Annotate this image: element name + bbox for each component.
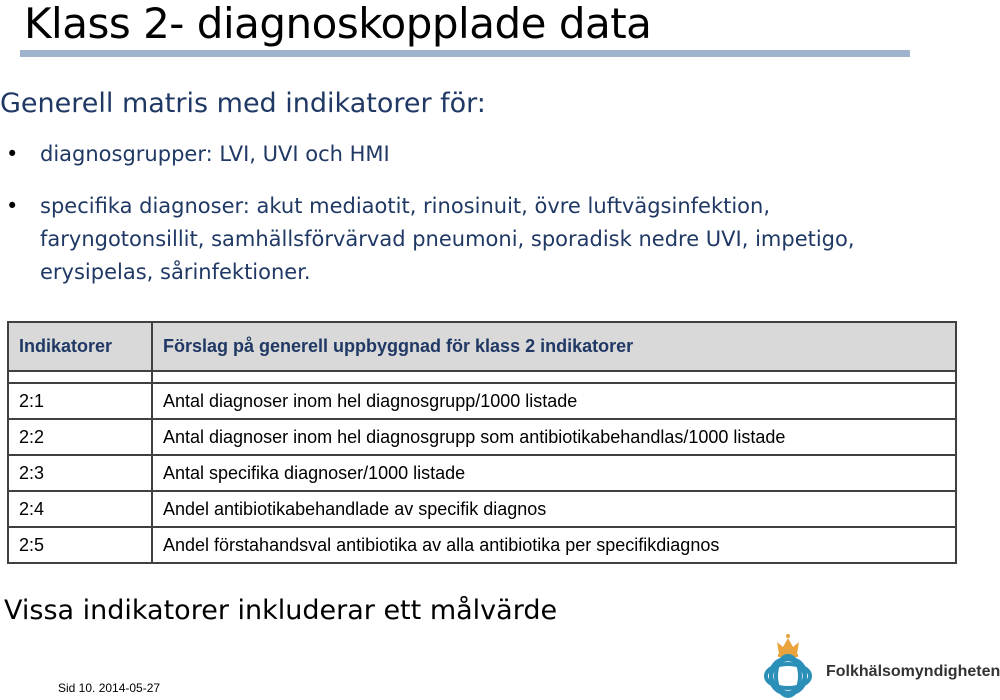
- bullet-item-diagnosgrupper: [6, 138, 936, 171]
- crown-icon: [777, 634, 799, 657]
- table-row: [8, 383, 956, 419]
- logo-text: Folkhälsomyndigheten: [826, 663, 1000, 680]
- indicator-code: 2:1: [8, 383, 152, 419]
- indicator-code: 2:3: [8, 455, 152, 491]
- rings-icon: [764, 652, 812, 700]
- bullet-text: specifika diagnoser: akut mediaotit, rinosinuit, övre luftvägsinfektion, faryngotonsillit, samhällsförvärvad pneumoni, sporadisk nedre UVI, impetigo, erysipelas, sårinfektioner.: [40, 194, 855, 284]
- subtitle: Generell matris med indikatorer för:: [0, 88, 486, 119]
- table-row: [8, 455, 956, 491]
- header-forslag: Förslag på generell uppbyggnad för klass 2 indikatorer: [152, 322, 956, 371]
- table-row: [8, 527, 956, 563]
- indicator-description: Antal diagnoser inom hel diagnosgrupp/1000 listade: [152, 383, 956, 419]
- table-spacer: [8, 371, 956, 383]
- table-header-row: [8, 322, 956, 371]
- indicator-code: 2:2: [8, 419, 152, 455]
- indicator-description: Andel förstahandsval antibiotika av alla antibiotika per specifikdiagnos: [152, 527, 956, 563]
- bullet-item-specifika-diagnoser: [6, 190, 936, 289]
- table-row: [8, 419, 956, 455]
- bullet-icon: •: [6, 142, 19, 166]
- bullet-icon: •: [6, 194, 19, 218]
- slide-title: Klass 2- diagnoskopplade data: [24, 0, 652, 48]
- indicator-description: Antal diagnoser inom hel diagnosgrupp som antibiotikabehandlas/1000 listade: [152, 419, 956, 455]
- bullet-text: diagnosgrupper: LVI, UVI och HMI: [40, 142, 390, 166]
- table-row: [8, 491, 956, 527]
- indicator-code: 2:5: [8, 527, 152, 563]
- indicator-code: 2:4: [8, 491, 152, 527]
- indicator-description: Andel antibiotikabehandlade av specifik diagnos: [152, 491, 956, 527]
- title-divider: [20, 50, 910, 57]
- slide-number-date: Sid 10. 2014-05-27: [58, 681, 161, 695]
- header-indikatorer: Indikatorer: [8, 322, 152, 371]
- footer-statement: Vissa indikatorer inkluderar ett målvärde: [4, 595, 558, 626]
- indicator-table: [7, 321, 957, 564]
- indicator-description: Antal specifika diagnoser/1000 listade: [152, 455, 956, 491]
